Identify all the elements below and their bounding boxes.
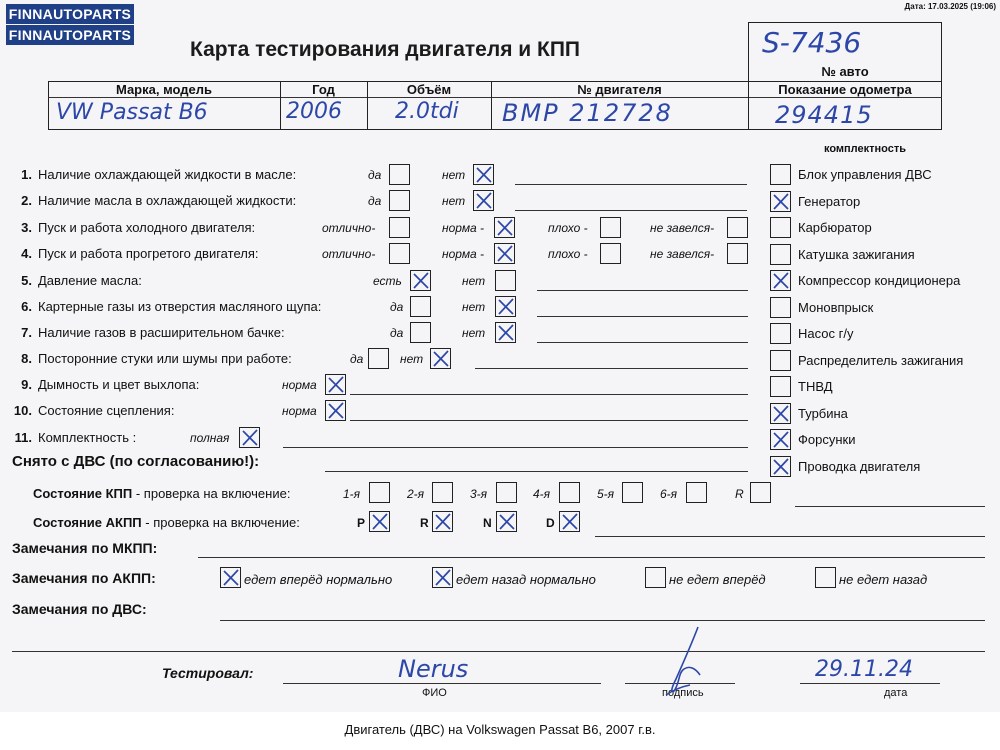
q2-option-label-2: нет	[442, 194, 466, 208]
q7-answer-line	[537, 342, 748, 343]
akpp-position-label-1: P	[357, 516, 366, 530]
akpp-position-label-3: N	[483, 516, 492, 530]
completeness-item-8: Распределитель зажигания	[798, 352, 964, 368]
remarks-mkpp-label: Замечания по МКПП:	[12, 540, 158, 556]
q11-option-label-1: полная	[190, 431, 230, 445]
auto-number-label: № авто	[821, 64, 869, 79]
gear-label-7: R	[735, 487, 744, 501]
completeness-checkbox-7[interactable]	[770, 323, 791, 344]
q6-option-label-2: нет	[462, 300, 486, 314]
question-text: Посторонние стуки или шумы при работе:	[38, 351, 292, 366]
q10-option-label-1: норма	[282, 404, 317, 418]
q7-option-checkbox-1[interactable]	[410, 322, 431, 343]
kpp-state-rest: - проверка на включение:	[132, 486, 291, 501]
remarks-mkpp-line	[198, 557, 985, 558]
q6-option-label-1: да	[390, 300, 404, 314]
question-text: Картерные газы из отверстия масляного щупа:	[38, 299, 322, 314]
completeness-checkbox-3[interactable]	[770, 217, 791, 238]
q3-option-label-4: не завелся-	[650, 221, 715, 235]
q8-option-checkbox-2[interactable]	[430, 348, 451, 369]
completeness-checkbox-2[interactable]	[770, 191, 791, 212]
question-text: Наличие охлаждающей жидкости в масле:	[38, 167, 297, 182]
q1-option-label-2: нет	[442, 168, 466, 182]
q6-answer-line	[537, 316, 748, 317]
akpp-remark-checkbox-4[interactable]	[815, 567, 836, 588]
question-8	[10, 351, 292, 366]
completeness-item-9: ТНВД	[798, 379, 833, 394]
signature-caption: подпись	[662, 687, 704, 699]
q4-option-label-2: норма -	[442, 247, 485, 261]
akpp-position-label-2: R	[420, 516, 429, 530]
question-9	[10, 377, 199, 392]
question-3	[10, 220, 255, 235]
completeness-checkbox-5[interactable]	[770, 270, 791, 291]
question-text: Состояние сцепления:	[38, 403, 175, 418]
q4-option-checkbox-4[interactable]	[727, 243, 748, 264]
q1-option-checkbox-1[interactable]	[389, 164, 410, 185]
signature-scribble	[640, 625, 720, 700]
question-11	[10, 430, 136, 445]
q3-option-checkbox-4[interactable]	[727, 217, 748, 238]
remarks-dvs-line-1	[220, 620, 985, 621]
q7-option-checkbox-2[interactable]	[495, 322, 516, 343]
q4-option-checkbox-1[interactable]	[389, 243, 410, 264]
date-caption: дата	[884, 687, 908, 699]
q8-option-label-2: нет	[400, 352, 424, 366]
gear-checkbox-2[interactable]	[432, 482, 453, 503]
q4-option-label-3: плохо -	[548, 247, 588, 261]
q3-option-checkbox-2[interactable]	[494, 217, 515, 238]
completeness-item-5: Компрессор кондиционера	[798, 273, 961, 288]
question-6	[10, 299, 321, 314]
form-title: Карта тестирования двигателя и КПП	[190, 38, 581, 61]
completeness-item-12: Проводка двигателя	[798, 458, 921, 474]
question-number: 3.	[21, 220, 32, 235]
question-1	[10, 167, 296, 182]
akpp-position-checkbox-4[interactable]	[559, 511, 580, 532]
q4-option-label-4: не завелся-	[650, 247, 715, 261]
q8-option-label-1: да	[350, 352, 364, 366]
completeness-item-11: Форсунки	[798, 432, 856, 447]
kpp-line	[795, 506, 985, 507]
akpp-remark-label-1: едет вперёд нормально	[244, 572, 393, 587]
q2-option-checkbox-2[interactable]	[473, 190, 494, 211]
gear-checkbox-5[interactable]	[622, 482, 643, 503]
completeness-item-7: Насос г/у	[798, 326, 854, 341]
removed-line	[325, 471, 748, 472]
akpp-state-title: Состояние АКПП	[33, 515, 142, 530]
value-engine-number: BMP 212728	[502, 99, 673, 127]
gear-checkbox-4[interactable]	[559, 482, 580, 503]
question-number: 8.	[21, 351, 32, 366]
completeness-item-3: Карбюратор	[798, 220, 872, 235]
date-stamp: Дата: 17.03.2025 (19:06)	[904, 2, 996, 11]
auto-number-handwritten: S-7436	[762, 26, 862, 59]
akpp-remark-label-3: не едет вперёд	[669, 572, 766, 587]
q5-option-label-1: есть	[373, 274, 402, 288]
question-number: 4.	[21, 246, 32, 261]
completeness-item-4: Катушка зажигания	[798, 246, 915, 262]
completeness-checkbox-10[interactable]	[770, 403, 791, 424]
akpp-position-checkbox-3[interactable]	[496, 511, 517, 532]
completeness-checkbox-8[interactable]	[770, 350, 791, 371]
completeness-checkbox-1[interactable]	[770, 164, 791, 185]
question-4	[10, 246, 258, 261]
gear-label-5: 5-я	[597, 487, 615, 501]
value-volume: 2.0tdi	[395, 99, 459, 124]
akpp-remark-checkbox-2[interactable]	[432, 567, 453, 588]
akpp-position-checkbox-2[interactable]	[432, 511, 453, 532]
question-number: 10.	[13, 403, 32, 418]
q10-option-checkbox-1[interactable]	[325, 400, 346, 421]
q9-option-label-1: норма	[282, 378, 317, 392]
q6-option-checkbox-1[interactable]	[410, 296, 431, 317]
q11-option-checkbox-1[interactable]	[239, 427, 260, 448]
akpp-remark-checkbox-1[interactable]	[220, 567, 241, 588]
q5-option-label-2: нет	[462, 274, 486, 288]
q2-answer-line	[515, 210, 747, 211]
q4-option-checkbox-2[interactable]	[494, 243, 515, 264]
gear-label-2: 2-я	[407, 487, 425, 501]
header-volume: Объём	[406, 82, 452, 97]
akpp-line	[595, 536, 985, 537]
q3-option-label-3: плохо -	[548, 221, 588, 235]
q3-option-checkbox-1[interactable]	[389, 217, 410, 238]
akpp-position-label-4: D	[546, 516, 555, 530]
question-number: 6.	[21, 299, 32, 314]
removed-from-engine-label: Снято с ДВС (по согласованию!):	[12, 453, 260, 470]
header-odometer: Показание одометра	[778, 82, 912, 97]
q3-option-label-2: норма -	[442, 221, 485, 235]
brand-logo-top: FINNAUTOPARTS	[6, 4, 134, 24]
header-year: Год	[312, 82, 335, 97]
question-text: Дымность и цвет выхлопа:	[38, 377, 200, 392]
gear-checkbox-3[interactable]	[496, 482, 517, 503]
q4-option-checkbox-3[interactable]	[600, 243, 621, 264]
akpp-position-checkbox-1[interactable]	[369, 511, 390, 532]
completeness-checkbox-11[interactable]	[770, 429, 791, 450]
q10-answer-line	[350, 420, 748, 421]
question-text: Пуск и работа прогретого двигателя:	[38, 246, 259, 261]
akpp-state-rest: - проверка на включение:	[141, 515, 300, 530]
gear-label-4: 4-я	[533, 487, 551, 501]
question-number: 9.	[21, 377, 32, 392]
question-text: Наличие масла в охлаждающей жидкости:	[38, 193, 297, 208]
tested-by-label: Тестировал:	[162, 665, 254, 681]
q3-option-label-1: отлично-	[322, 221, 376, 235]
completeness-header: комплектность	[823, 143, 907, 155]
q5-answer-line	[537, 290, 748, 291]
remarks-dvs-label: Замечания по ДВС:	[12, 601, 147, 617]
gear-checkbox-1[interactable]	[369, 482, 390, 503]
completeness-item-6: Моновпрыск	[798, 299, 874, 315]
q5-option-checkbox-1[interactable]	[410, 270, 431, 291]
q8-answer-line	[475, 368, 748, 369]
kpp-state-title: Состояние КПП	[33, 486, 133, 501]
fio-line	[283, 683, 601, 684]
value-model: VW Passat B6	[56, 100, 208, 125]
tester-name-handwritten: Nerus	[398, 655, 469, 683]
remarks-akpp-label: Замечания по АКПП:	[12, 570, 156, 586]
completeness-checkbox-12[interactable]	[770, 456, 791, 477]
question-text: Пуск и работа холодного двигателя:	[38, 220, 256, 235]
value-year: 2006	[286, 99, 342, 124]
q2-option-label-1: да	[368, 194, 382, 208]
q1-option-checkbox-2[interactable]	[473, 164, 494, 185]
test-date-handwritten: 29.11.24	[815, 657, 913, 682]
q7-option-label-1: да	[390, 326, 404, 340]
kpp-state-label	[33, 486, 290, 501]
q9-answer-line	[350, 394, 748, 395]
question-number: 7.	[21, 325, 32, 340]
gear-checkbox-6[interactable]	[686, 482, 707, 503]
completeness-item-2: Генератор	[798, 193, 861, 209]
header-model: Марка, модель	[115, 82, 213, 97]
gear-checkbox-7[interactable]	[750, 482, 771, 503]
q4-option-label-1: отлично-	[322, 247, 376, 261]
question-7	[10, 325, 285, 340]
brand-logo-bottom: FINNAUTOPARTS	[6, 25, 134, 45]
akpp-remark-label-4: не едет назад	[839, 572, 928, 587]
q2-option-checkbox-1[interactable]	[389, 190, 410, 211]
q6-option-checkbox-2[interactable]	[495, 296, 516, 317]
info-table-divider	[48, 97, 942, 98]
question-2	[10, 193, 296, 208]
question-text: Комплектность :	[38, 430, 137, 445]
completeness-checkbox-4[interactable]	[770, 244, 791, 265]
akpp-state-label	[33, 515, 300, 530]
q1-answer-line	[515, 184, 747, 185]
question-number: 11.	[14, 430, 32, 445]
q9-option-checkbox-1[interactable]	[325, 374, 346, 395]
completeness-checkbox-9[interactable]	[770, 376, 791, 397]
akpp-remark-label-2: едет назад нормально	[456, 572, 596, 587]
q7-option-label-2: нет	[462, 326, 486, 340]
completeness-item-10: Турбина	[798, 405, 848, 421]
question-number: 5.	[21, 273, 32, 288]
question-text: Наличие газов в расширительном бачке:	[38, 325, 285, 340]
q5-option-checkbox-2[interactable]	[495, 270, 516, 291]
photo-caption: Двигатель (ДВС) на Volkswagen Passat B6, 2007 г.в.	[344, 722, 656, 737]
remarks-dvs-line-2	[12, 651, 985, 652]
q1-option-label-1: да	[368, 168, 382, 182]
date-line	[800, 683, 940, 684]
question-number: 2.	[21, 193, 32, 208]
q3-option-checkbox-3[interactable]	[600, 217, 621, 238]
q8-option-checkbox-1[interactable]	[368, 348, 389, 369]
fio-caption: ФИО	[422, 687, 447, 699]
gear-label-6: 6-я	[660, 487, 678, 501]
question-5	[10, 273, 142, 288]
akpp-remark-checkbox-3[interactable]	[645, 567, 666, 588]
gear-label-3: 3-я	[470, 487, 488, 501]
value-odometer: 294415	[775, 101, 873, 129]
completeness-checkbox-6[interactable]	[770, 297, 791, 318]
question-number: 1.	[21, 167, 32, 182]
question-10	[10, 403, 174, 418]
question-text: Давление масла:	[38, 273, 142, 288]
gear-label-1: 1-я	[343, 487, 361, 501]
q11-answer-line	[283, 447, 748, 448]
completeness-item-1: Блок управления ДВС	[798, 167, 932, 182]
header-engine-number: № двигателя	[577, 82, 662, 97]
